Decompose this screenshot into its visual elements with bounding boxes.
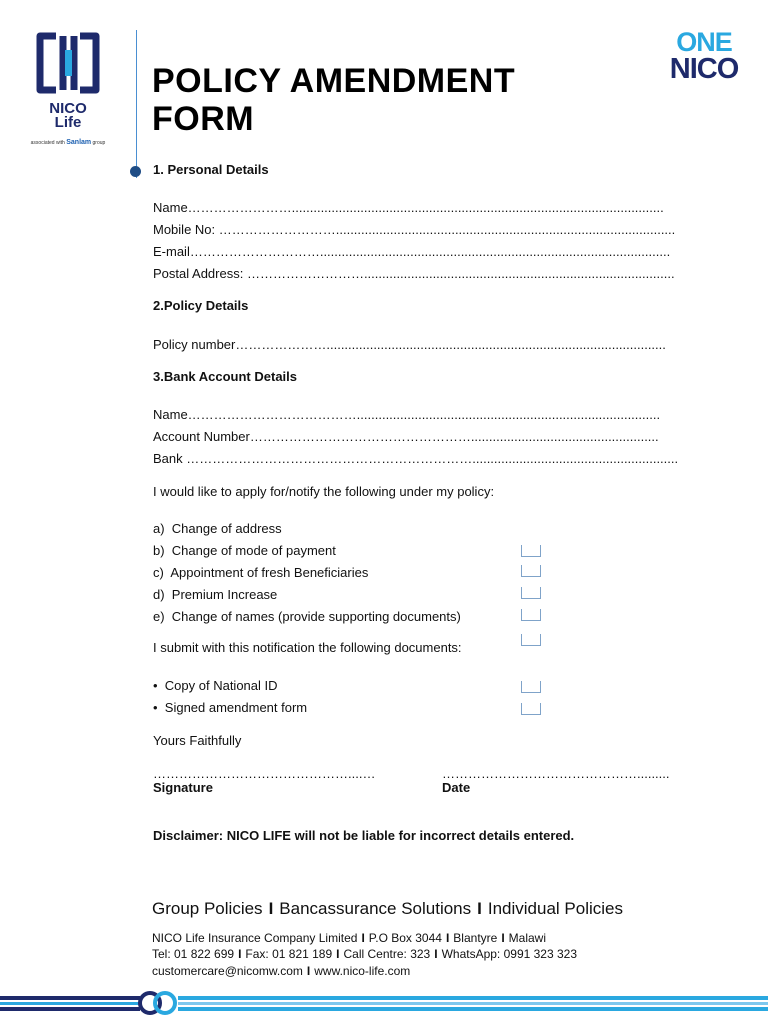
- list-item: d) Premium Increase: [153, 587, 278, 602]
- list-item: e) Change of names (provide supporting documents): [153, 609, 461, 624]
- date-line[interactable]: ……………………………………….........: [442, 766, 670, 781]
- sanlam-association: associated with Sanlam group: [30, 139, 106, 146]
- page-title: POLICY AMENDMENT FORM: [152, 62, 516, 138]
- one-nico-logo: [662, 28, 746, 84]
- footer-address: NICO Life Insurance Company Limited I P.O Box 3044 I Blantyre I Malawi: [152, 931, 547, 945]
- name-field[interactable]: Name…………………….......................................................................................................: [153, 200, 664, 215]
- footer-web: customercare@nicomw.com I www.nico-life.com: [152, 964, 411, 978]
- header-divider: [136, 30, 137, 178]
- list-item: • Copy of National ID: [153, 678, 278, 693]
- checkbox-change-of-names[interactable]: [521, 609, 541, 621]
- bank-field[interactable]: Bank ………………………………………………………….........................................................: [153, 451, 679, 466]
- checkbox-beneficiaries[interactable]: [521, 565, 541, 577]
- checkbox-premium-increase[interactable]: [521, 587, 541, 599]
- footer-band: [0, 990, 768, 1024]
- signature-label: Signature: [153, 780, 213, 795]
- footer-email-link[interactable]: customercare@nicomw.com: [152, 964, 303, 978]
- apply-intro: I would like to apply for/notify the following under my policy:: [153, 484, 495, 499]
- logo-nico-right-text: NICO: [669, 53, 739, 85]
- disclaimer: Disclaimer: NICO LIFE will not be liable for incorrect details entered.: [153, 828, 575, 843]
- checkbox-mode-of-payment[interactable]: [521, 545, 541, 557]
- header-divider-dot: [130, 166, 141, 177]
- account-name-field[interactable]: Name…………………………………....................................................................................: [153, 407, 661, 422]
- checkbox-extra[interactable]: [521, 634, 541, 646]
- personal-details-heading: 1. Personal Details: [153, 162, 269, 177]
- policy-number-field[interactable]: Policy number…………………..............................................................................................: [153, 337, 666, 352]
- list-item: a) Change of address: [153, 521, 282, 536]
- footer-band-lines: [0, 996, 768, 1011]
- logo-nico-text: NICO: [49, 100, 87, 117]
- postal-address-field[interactable]: Postal Address: ………………………......................................................................................: [153, 266, 675, 281]
- footer-website-link[interactable]: www.nico-life.com: [314, 964, 411, 978]
- signature-line[interactable]: ………………………………………....…: [153, 766, 376, 781]
- email-field[interactable]: E-mail………………………….................................................................................................: [153, 244, 671, 259]
- list-item: b) Change of mode of payment: [153, 543, 336, 558]
- logo-one-text: ONE: [676, 27, 732, 57]
- footer-contacts: Tel: 01 822 699 I Fax: 01 821 189 I Call Centre: 323 I WhatsApp: 0991 323 323: [152, 947, 577, 961]
- list-item: c) Appointment of fresh Beneficiaries: [153, 565, 369, 580]
- mobile-field[interactable]: Mobile No: ………………………..............................................................................................: [153, 222, 676, 237]
- date-label: Date: [442, 780, 471, 795]
- bank-details-heading: 3.Bank Account Details: [153, 369, 298, 384]
- documents-intro: I submit with this notification the following documents:: [153, 640, 462, 655]
- yours-faithfully: Yours Faithfully: [153, 733, 242, 748]
- nic-monogram-icon: [18, 28, 118, 98]
- checkbox-national-id[interactable]: [521, 681, 541, 693]
- policy-details-heading: 2.Policy Details: [153, 298, 249, 313]
- list-item: • Signed amendment form: [153, 700, 308, 715]
- logo-life-text: Life: [54, 114, 82, 131]
- footer-band-knot-icon: [140, 993, 175, 1013]
- checkbox-signed-form[interactable]: [521, 703, 541, 715]
- footer-categories: Group Policies I Bancassurance Solutions I Individual Policies: [152, 899, 624, 918]
- nico-life-logo: [18, 28, 118, 153]
- account-number-field[interactable]: Account Number……………………………………………....................................................: [153, 429, 659, 444]
